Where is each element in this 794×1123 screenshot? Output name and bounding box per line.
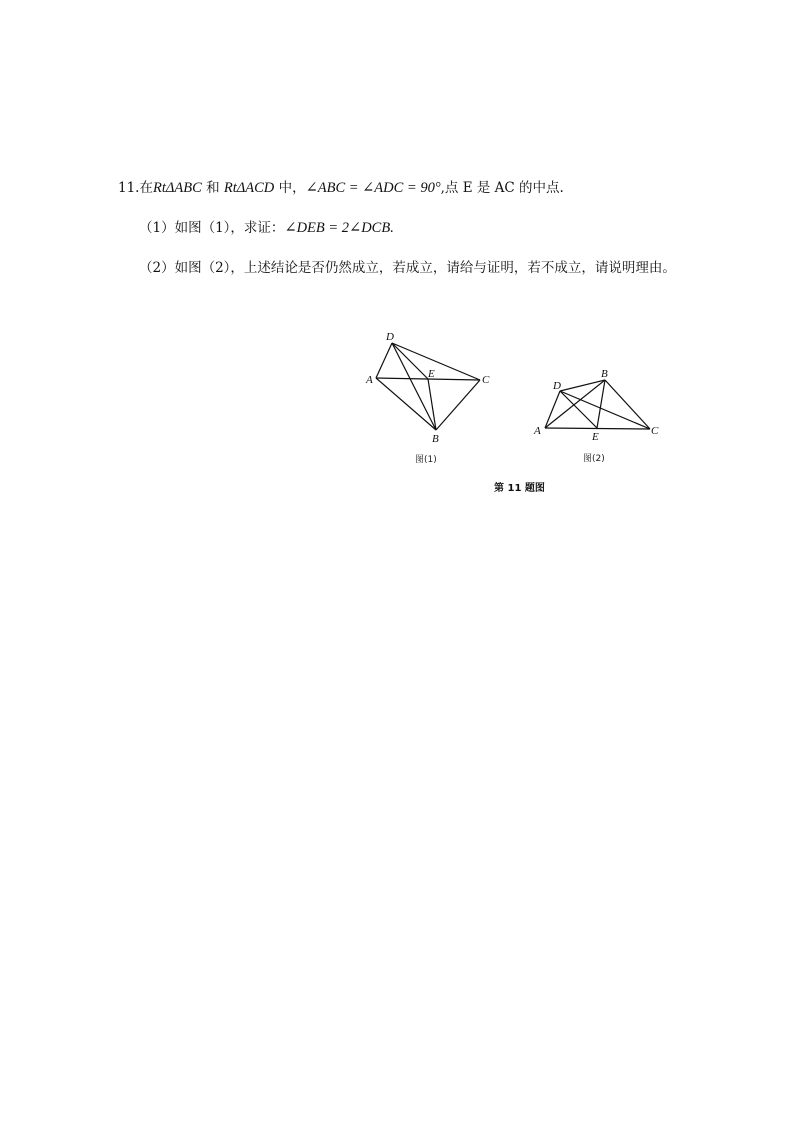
triangle-acd: RtΔACD	[223, 180, 275, 196]
fig1-segment-bc	[436, 380, 480, 430]
fig1-label-a: A	[366, 374, 373, 386]
question-mid: 中，	[278, 180, 306, 196]
fig2-label-e: E	[592, 431, 599, 443]
figure-caption: 第 11 题图	[494, 483, 545, 494]
fig2-segment-ac	[545, 428, 650, 429]
question-number: 11.	[118, 180, 140, 196]
fig1-segment-ab	[376, 378, 436, 430]
fig2-segment-dc	[560, 391, 650, 429]
fig2-segment-de	[560, 391, 597, 428]
fig2-label-b: B	[601, 368, 608, 380]
fig1-label-c: C	[482, 374, 490, 386]
part2-text: （2）如图（2），上述结论是否仍然成立，若成立，请给与证明，若不成立，请说明理由。	[139, 260, 676, 276]
fig1-segment-de	[392, 343, 428, 379]
fig1-label-e: E	[428, 368, 435, 380]
fig1-caption: 图(1)	[415, 455, 437, 465]
fig2-caption: 图(2)	[583, 454, 605, 464]
fig1-segment-da	[376, 343, 392, 378]
part1-formula: ∠DEB = 2∠DCB.	[284, 220, 394, 236]
fig1-segment-dc	[392, 343, 480, 380]
question-and: 和	[206, 180, 220, 196]
fig2-label-d: D	[553, 380, 561, 392]
fig2-segment-bc	[605, 380, 650, 429]
fig2-label-c: C	[651, 425, 659, 437]
fig1-label-d: D	[386, 331, 394, 343]
angle-condition: ∠ABC = ∠ADC = 90°	[305, 180, 441, 196]
question-pre: 在	[139, 180, 153, 196]
triangle-abc: RtΔABC	[152, 180, 202, 196]
fig1-label-b: B	[432, 433, 439, 445]
question-tail: ,点 E 是 AC 的中点.	[440, 180, 564, 196]
figure-1	[376, 343, 480, 430]
fig2-segment-eb	[597, 380, 605, 428]
part1-prefix: （1）如图（1），求证：	[139, 220, 285, 236]
fig2-label-a: A	[534, 425, 541, 437]
